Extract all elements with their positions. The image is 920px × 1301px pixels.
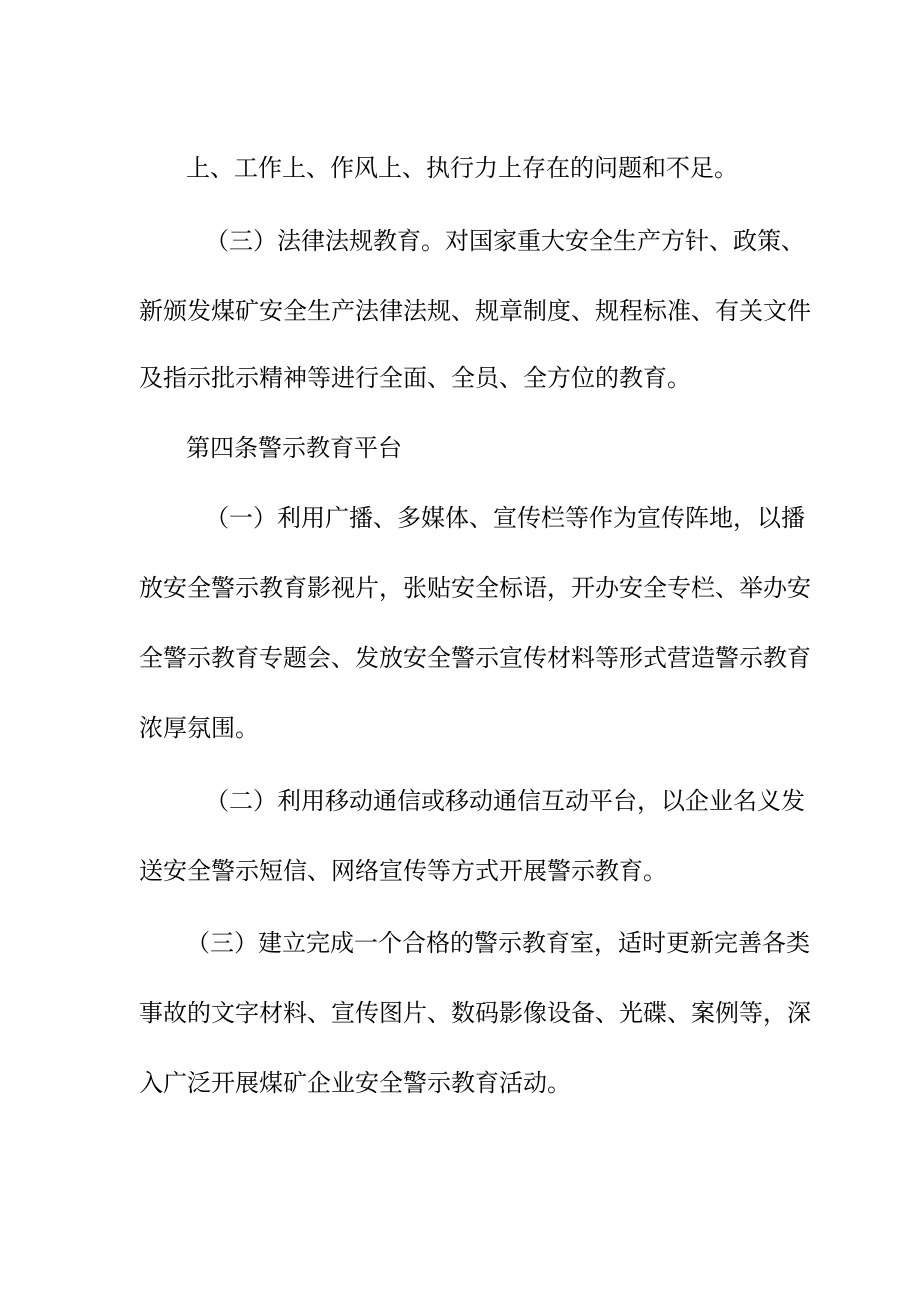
text-line: 送安全警示短信、网络宣传等方式开展警示教育。: [139, 857, 667, 885]
text-line: 全警示教育专题会、发放安全警示宣传材料等形式营造警示教育: [139, 644, 811, 672]
text-line: 放安全警示教育影视片，张贴安全标语，开办安全专栏、举办安: [139, 574, 811, 602]
text-line: 新颁发煤矿安全生产法律法规、规章制度、规程标准、有关文件: [139, 297, 811, 325]
section-heading: 第四条警示教育平台: [186, 434, 402, 462]
text-line: （三）法律法规教育。对国家重大安全生产方针、政策、: [205, 227, 805, 255]
text-line: 事故的文字材料、宣传图片、数码影像设备、光碟、案例等，深: [139, 999, 811, 1027]
text-line: 浓厚氛围。: [139, 714, 259, 742]
text-line: （一）利用广播、多媒体、宣传栏等作为宣传阵地，以播: [205, 504, 805, 532]
text-line: （三）建立完成一个合格的警示教育室，适时更新完善各类: [186, 929, 810, 957]
text-line: （二）利用移动通信或移动通信互动平台，以企业名义发: [205, 787, 805, 815]
text-line: 上、工作上、作风上、执行力上存在的问题和不足。: [186, 154, 738, 182]
text-line: 入广泛开展煤矿企业安全警示教育活动。: [139, 1069, 571, 1097]
text-line: 及指示批示精神等进行全面、全员、全方位的教育。: [139, 364, 691, 392]
